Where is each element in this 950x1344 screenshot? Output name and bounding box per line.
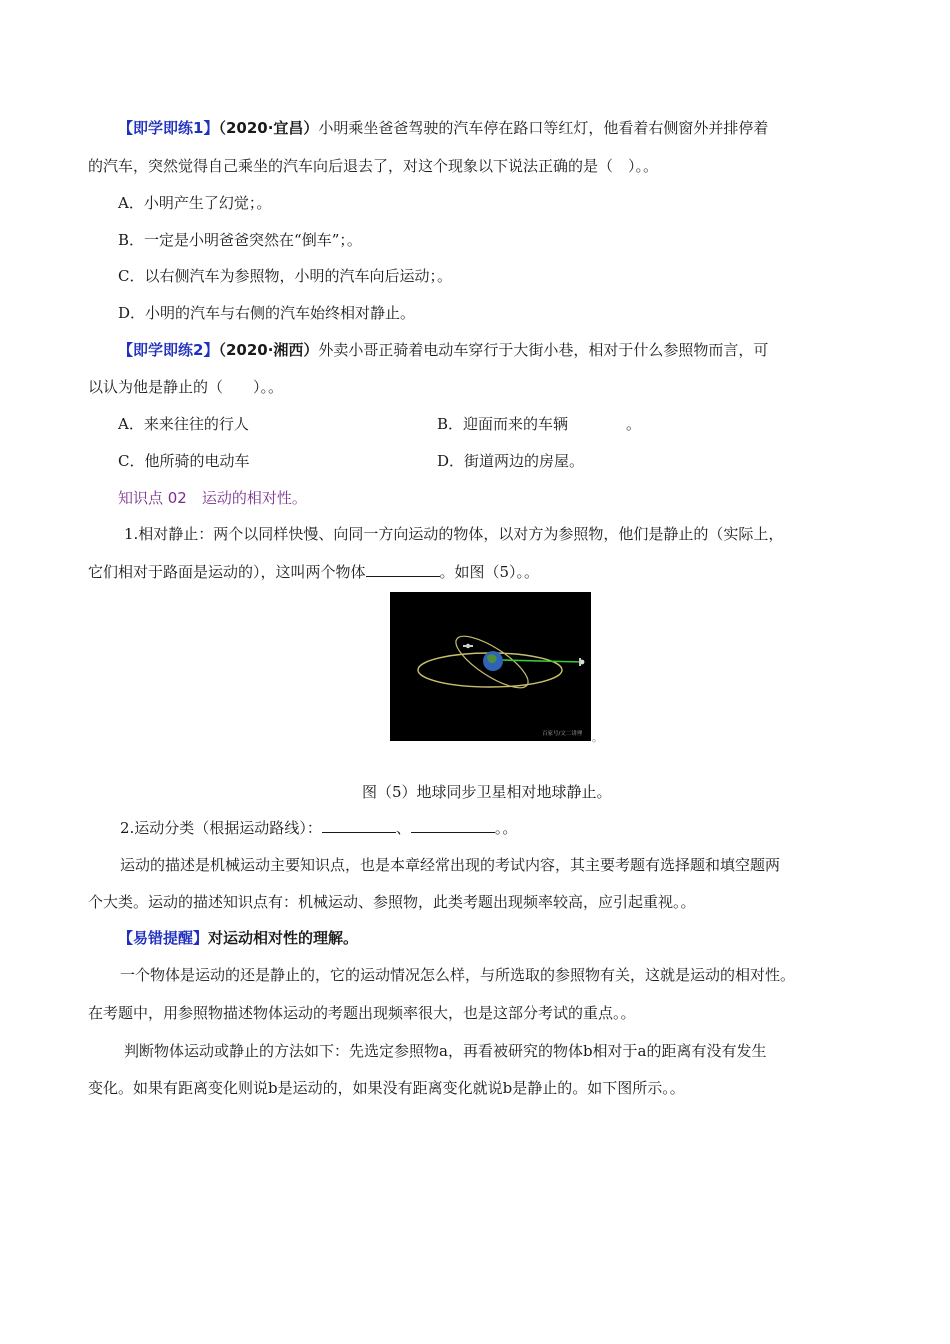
tip-p1-line2: 在考题中，用参照物描述物体运动的考题出现频率很大，也是这部分考试的重点。。 <box>88 1004 636 1022</box>
section-p2-text-b: 、 <box>395 819 411 837</box>
section-p1-line1: 1.相对静止：两个以同样快慢、向同一方向运动的物体，以对方为参照物，他们是静止的（实际上， <box>124 525 784 543</box>
section-p1-line2 <box>88 562 539 582</box>
practice2-source: （2020·湘西） <box>218 341 319 359</box>
practice1-tag: 【即学即练1】 <box>118 119 219 137</box>
section-p2-text-a: 2.运动分类（根据运动路线）： <box>120 819 322 837</box>
answer-blank-2[interactable] <box>322 818 396 833</box>
section-p3-line1: 运动的描述是机械运动主要知识点，也是本章经常出现的考试内容，其主要考题有选择题和填空题两 <box>120 856 781 874</box>
practice1-line1 <box>118 118 768 138</box>
figure-watermark: 百家号/文二讲理 <box>542 731 583 737</box>
tip-heading <box>118 928 358 948</box>
practice1-line2: 的汽车，突然觉得自己乘坐的汽车向后退去了，对这个现象以下说法正确的是（ ）。。 <box>88 157 659 175</box>
tip-p2-line2: 变化。如果有距离变化则说b是运动的，如果没有距离变化就说b是静止的。如下图所示。。 <box>88 1079 685 1097</box>
answer-blank-3[interactable] <box>411 818 495 833</box>
earth-orbit-illustration <box>390 592 591 741</box>
tip-p2-line1: 判断物体运动或静止的方法如下：先选定参照物a，再看被研究的物体b相对于a的距离有没有发生 <box>124 1042 767 1060</box>
section-p1-text-b: 。如图（5）。。 <box>439 563 540 581</box>
practice2-text1: 外卖小哥正骑着电动车穿行于大街小巷，相对于什么参照物而言，可 <box>318 341 769 359</box>
practice2-option-c: C．他所骑的电动车 <box>118 452 250 470</box>
practice2-option-a: A．来来往往的行人 <box>118 415 249 433</box>
section-p1-text-a: 它们相对于路面是运动的），这叫两个物体 <box>88 563 366 581</box>
figure-mark: 。 <box>592 731 603 744</box>
practice2-line2: 以认为他是静止的（ ）。。 <box>88 378 284 396</box>
practice2-option-d: D．街道两边的房屋。 <box>437 452 585 470</box>
practice2-line1 <box>118 340 768 360</box>
practice1-option-b: B．一定是小明爸爸突然在“倒车”；。 <box>118 231 362 249</box>
answer-blank-1[interactable] <box>366 562 440 577</box>
satellite-figure <box>390 592 591 741</box>
tip-p1-line1: 一个物体是运动的还是静止的，它的运动情况怎么样，与所选取的参照物有关，这就是运动的相对性。 <box>120 966 796 984</box>
section-p2-text-c: 。。 <box>494 819 518 837</box>
tip-title: 对运动相对性的理解。 <box>208 929 359 947</box>
practice1-option-a: A．小明产生了幻觉；。 <box>118 194 272 212</box>
satellite-panel-a <box>463 645 473 647</box>
practice1-option-d: D．小明的汽车与右侧的汽车始终相对静止。 <box>118 304 416 322</box>
figure-caption: 图（5）地球同步卫星相对地球静止。 <box>362 783 612 801</box>
practice1-text1: 小明乘坐爸爸驾驶的汽车停在路口等红灯，他看着右侧窗外并排停着 <box>318 119 769 137</box>
satellite-panel-b <box>579 658 581 666</box>
practice1-source: （2020·宜昌） <box>218 119 319 137</box>
section-p2 <box>120 818 517 838</box>
practice2-tag: 【即学即练2】 <box>118 341 219 359</box>
tip-tag: 【易错提醒】 <box>118 929 209 947</box>
practice2-option-b <box>437 414 641 434</box>
section-heading: 知识点 02 运动的相对性。 <box>118 489 307 507</box>
practice1-option-c: C．以右侧汽车为参照物，小明的汽车向后运动；。 <box>118 267 452 285</box>
section-p3-line2: 个大类。运动的描述知识点有：机械运动、参照物，此类考题出现频率较高，应引起重视。。 <box>88 893 696 911</box>
practice2-option-b-text: B．迎面而来的车辆 <box>437 415 569 433</box>
practice2-option-b-mark: 。 <box>626 415 642 433</box>
